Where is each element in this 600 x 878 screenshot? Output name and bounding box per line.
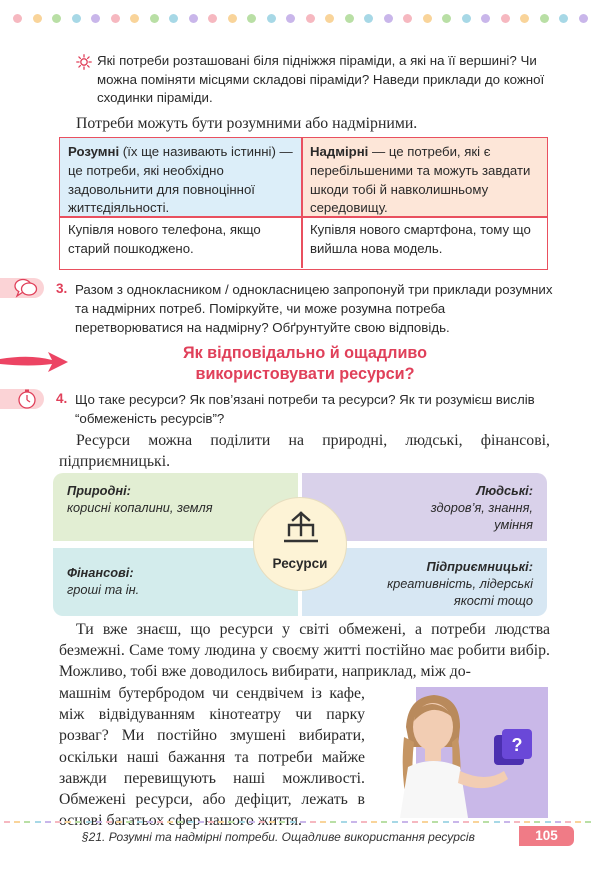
financial-text: гроші та ін. — [67, 582, 140, 597]
decorative-dash — [341, 821, 347, 823]
decorative-dot — [540, 14, 549, 23]
decorative-dots-top — [0, 14, 600, 24]
decorative-dot — [442, 14, 451, 23]
decorative-dash — [198, 821, 204, 823]
decorative-dot — [33, 14, 42, 23]
decorative-dot — [111, 14, 120, 23]
decorative-dash — [290, 821, 296, 823]
decorative-dot — [286, 14, 295, 23]
svg-text:?: ? — [511, 735, 523, 755]
decorative-dot — [364, 14, 373, 23]
section-heading — [120, 343, 490, 385]
decorative-dash — [534, 821, 540, 823]
decorative-dash — [300, 821, 306, 823]
decorative-dash — [157, 821, 163, 823]
decorative-dot — [247, 14, 256, 23]
decorative-dot — [189, 14, 198, 23]
decorative-dash — [45, 821, 51, 823]
paragraph-limited-resources: Ти вже знаєш, що ресурси у світі обмежені, а потреби людства безмежні. Саме тому людина у своєму житті постійно має робити вибір. Можливо, тобі вже доводилось вибирати, наприклад, між до- — [59, 621, 550, 681]
hierarchy-icon — [284, 511, 318, 543]
section-heading-line2: використовувати ресурси? — [195, 365, 415, 383]
question-pyramid: Які потреби розташовані біля підніжжя піраміди, а які на її вершині? Чи можна поміняти місцями складові піраміди? Наведи приклади до кожної сходинки піраміди. — [97, 53, 545, 105]
decorative-dash — [545, 821, 551, 823]
table-divider-horizontal — [60, 216, 547, 218]
decorative-dash — [392, 821, 398, 823]
decorative-dot — [150, 14, 159, 23]
decorative-dot — [228, 14, 237, 23]
decorative-dot — [579, 14, 588, 23]
natural-text: корисні копалини, земля — [67, 500, 213, 515]
question-3-text: Разом з однокласником / однокласницею запропонуй три приклади розумних та надмірних потреб. Поміркуйте, чи може розумна потреба перетворюватися на надмірну? Обґрунтуйте свою відповідь. — [75, 282, 553, 335]
question-4-number: 4. — [56, 391, 68, 406]
decorative-dash — [494, 821, 500, 823]
decorative-dashes-bottom — [0, 821, 600, 824]
decorative-dash — [279, 821, 285, 823]
enterprise-text: креативність, лідерські якості тощо — [387, 576, 533, 608]
decorative-dash — [75, 821, 81, 823]
decorative-dash — [524, 821, 530, 823]
decorative-dot — [345, 14, 354, 23]
reasonable-example-cell: Купівля нового телефона, якщо старий пошкоджено. — [68, 222, 261, 256]
decorative-dash — [443, 821, 449, 823]
decorative-dot — [169, 14, 178, 23]
decorative-dot — [52, 14, 61, 23]
decorative-dash — [55, 821, 61, 823]
resources-intro: Ресурси можна поділити на природні, людські, фінансові, підприємницькі. — [59, 432, 550, 470]
excessive-term: Надмірні — [310, 144, 369, 159]
decorative-dash — [126, 821, 132, 823]
decorative-dot — [501, 14, 510, 23]
financial-title: Фінансові: — [67, 565, 134, 580]
decorative-dash — [218, 821, 224, 823]
resources-center-label: Ресурси — [272, 556, 328, 571]
enterprise-title: Підприємницькі: — [426, 559, 533, 574]
needs-intro: Потреби можуть бути розумними або надмірними. — [76, 115, 418, 132]
decorative-dot — [520, 14, 529, 23]
decorative-dash — [228, 821, 234, 823]
decorative-dash — [402, 821, 408, 823]
reasonable-term: Розумні — [68, 144, 120, 159]
decorative-dot — [130, 14, 139, 23]
decorative-dash — [412, 821, 418, 823]
decorative-dot — [306, 14, 315, 23]
decorative-dash — [361, 821, 367, 823]
decorative-dash — [422, 821, 428, 823]
human-text: здоров’я, знання, уміння — [430, 500, 533, 532]
decorative-dash — [575, 821, 581, 823]
decorative-dot — [208, 14, 217, 23]
excessive-example-cell: Купівля нового смартфона, тому що вийшла нова модель. — [310, 222, 531, 256]
decorative-dash — [585, 821, 591, 823]
resources-center-circle — [253, 497, 347, 591]
decorative-dot — [267, 14, 276, 23]
decorative-dash — [106, 821, 112, 823]
resources-diagram — [53, 473, 547, 616]
decorative-dash — [565, 821, 571, 823]
decorative-dash — [167, 821, 173, 823]
stopwatch-icon — [16, 388, 38, 410]
decorative-dash — [555, 821, 561, 823]
decorative-dash — [239, 821, 245, 823]
decorative-dot — [462, 14, 471, 23]
decorative-dash — [371, 821, 377, 823]
decorative-dash — [351, 821, 357, 823]
needs-table — [59, 137, 548, 270]
decorative-dash — [65, 821, 71, 823]
decorative-dash — [504, 821, 510, 823]
decorative-dash — [4, 821, 10, 823]
decorative-dash — [96, 821, 102, 823]
decorative-dash — [514, 821, 520, 823]
decorative-dash — [208, 821, 214, 823]
decorative-dash — [310, 821, 316, 823]
section-heading-line1: Як відповідально й ощадливо — [182, 344, 428, 362]
decorative-dot — [403, 14, 412, 23]
decorative-dash — [24, 821, 30, 823]
decorative-dot — [325, 14, 334, 23]
decorative-dash — [473, 821, 479, 823]
decorative-dot — [423, 14, 432, 23]
decorative-dash — [137, 821, 143, 823]
decorative-dash — [330, 821, 336, 823]
decorative-dash — [259, 821, 265, 823]
excessive-definition: — це потреби, які є перебільшеними та можуть завдати шкоди тобі й навколишньому середовищу. — [310, 144, 531, 216]
speech-bubbles-icon — [14, 277, 38, 299]
decorative-dash — [249, 821, 255, 823]
decorative-dash — [177, 821, 183, 823]
decorative-dash — [147, 821, 153, 823]
girl-with-question-cube-photo — [386, 687, 548, 818]
natural-title: Природні: — [67, 483, 131, 498]
sun-icon — [76, 54, 92, 70]
human-title: Людські: — [476, 483, 533, 498]
footer-section-title: §21. Розумні та надмірні потреби. Ощадливе використання ресурсів — [82, 830, 475, 844]
decorative-dash — [432, 821, 438, 823]
decorative-dash — [463, 821, 469, 823]
decorative-dash — [188, 821, 194, 823]
decorative-dot — [91, 14, 100, 23]
decorative-dash — [35, 821, 41, 823]
decorative-dot — [72, 14, 81, 23]
decorative-dot — [384, 14, 393, 23]
page-number: 105 — [519, 826, 574, 846]
arrow-right-icon — [0, 346, 68, 376]
decorative-dash — [320, 821, 326, 823]
decorative-dot — [481, 14, 490, 23]
decorative-dash — [381, 821, 387, 823]
reasonable-definition: (їх ще називають істинні) — це потреби, які необхідно задовольнити для повноцінної життєдіяльності. — [68, 144, 293, 216]
question-4-text: Що таке ресурси? Як пов’язані потреби та ресурси? Як ти розумієш вислів “обмеженість ресурсів”? — [75, 392, 535, 426]
table-divider-vertical — [301, 138, 303, 268]
decorative-dash — [116, 821, 122, 823]
paragraph-choices: машнім бутербродом чи сендвічем із кафе, між відвідуванням кінотеатру чи парку розваг? Ми постійно змушені вибирати, оскільки наші бажання та потреби майже завжди перевищують наші можливості. Обмежені ресурси, або дефіцит, лежать в багатьох сфер — [59, 685, 365, 830]
decorative-dash — [86, 821, 92, 823]
excessive-definition-cell — [302, 138, 547, 216]
reasonable-definition-cell — [60, 138, 302, 216]
decorative-dot — [13, 14, 22, 23]
question-3-number: 3. — [56, 281, 68, 296]
decorative-dash — [14, 821, 20, 823]
decorative-dot — [559, 14, 568, 23]
decorative-dash — [269, 821, 275, 823]
decorative-dash — [453, 821, 459, 823]
decorative-dash — [483, 821, 489, 823]
